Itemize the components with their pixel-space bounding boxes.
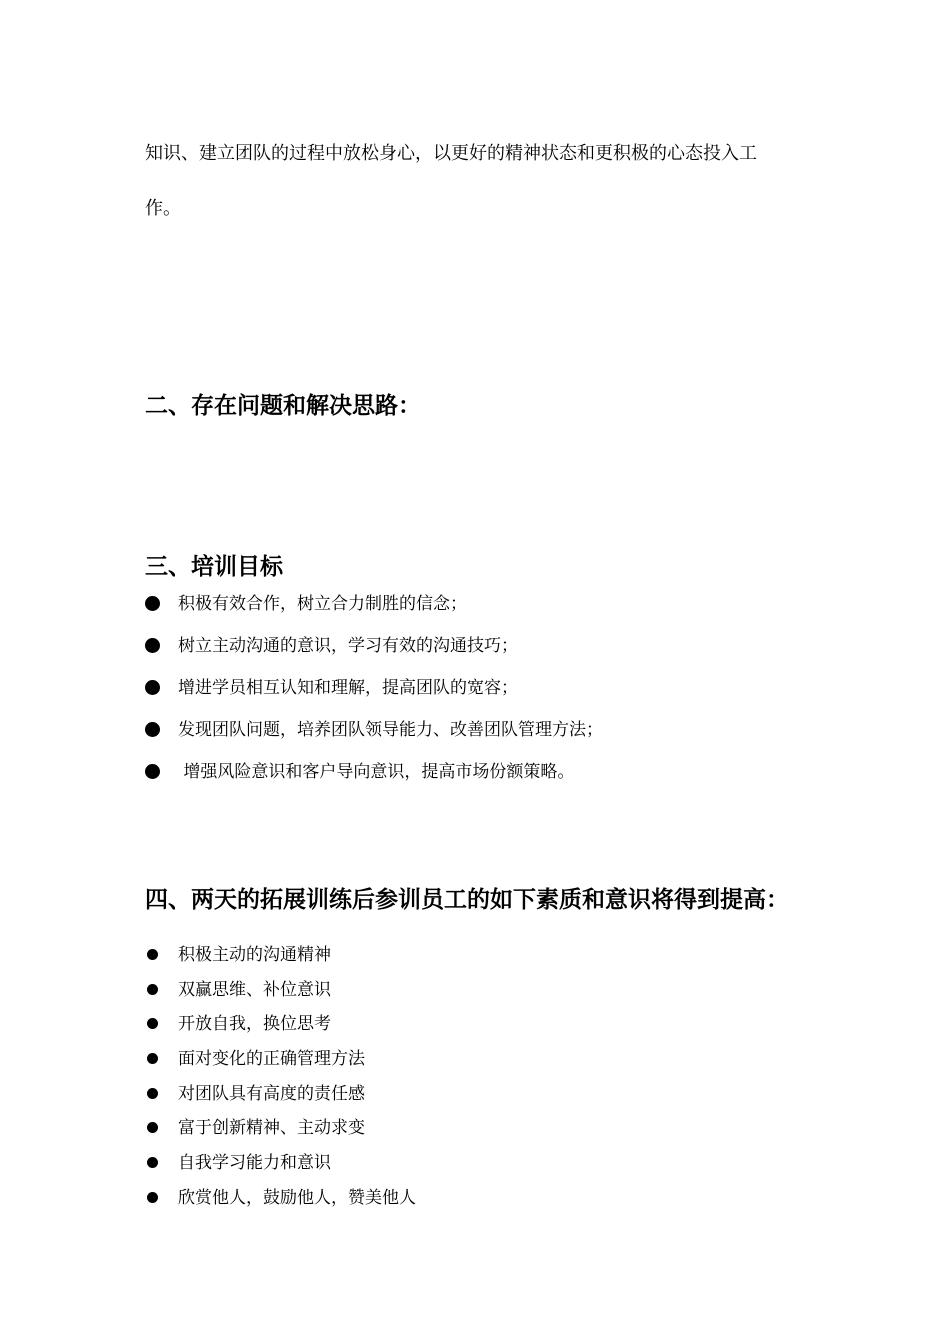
list-item-text: 积极有效合作，树立合力制胜的信念； (178, 594, 467, 614)
list-item-text: 欣赏他人，鼓励他人，赞美他人 (178, 1187, 416, 1208)
list-item-text: 增强风险意识和客户导向意识，提高市场份额策略。 (178, 762, 575, 782)
list-item-text: 增进学员相互认知和理解，提高团队的宽容； (178, 678, 518, 698)
bullet-icon (147, 949, 158, 960)
list-item-text: 富于创新精神、主动求变 (178, 1118, 365, 1139)
intro-paragraph-line-2: 作。 (145, 198, 181, 219)
list-item-text: 双赢思维、补位意识 (178, 979, 331, 1000)
list-item-text: 对团队具有高度的责任感 (178, 1083, 365, 1104)
list-item-text: 发现团队问题，培养团队领导能力、改善团队管理方法； (178, 720, 603, 740)
section-4-heading: 四、两天的拓展训练后参训员工的如下素质和意识将得到提高： (145, 887, 789, 913)
bullet-icon (147, 984, 158, 995)
section-2-heading: 二、存在问题和解决思路： (145, 393, 421, 419)
intro-paragraph-line-1: 知识、建立团队的过程中放松身心，以更好的精神状态和更积极的心态投入工 (145, 143, 757, 164)
list-item-text: 自我学习能力和意识 (178, 1153, 331, 1174)
bullet-icon (147, 1157, 158, 1168)
bullet-icon (147, 1122, 158, 1133)
bullet-icon (145, 764, 160, 779)
bullet-icon (145, 680, 160, 695)
list-item-text: 开放自我，换位思考 (178, 1014, 331, 1035)
bullet-icon (145, 596, 160, 611)
bullet-icon (147, 1088, 158, 1099)
bullet-icon (147, 1053, 158, 1064)
list-item-text: 面对变化的正确管理方法 (178, 1049, 365, 1070)
list-item-text: 积极主动的沟通精神 (178, 945, 331, 965)
bullet-icon (145, 722, 160, 737)
bullet-icon (145, 638, 160, 653)
bullet-icon (147, 1018, 158, 1029)
list-item-text: 树立主动沟通的意识，学习有效的沟通技巧； (178, 636, 518, 656)
bullet-icon (147, 1192, 158, 1203)
section-3-heading: 三、培训目标 (145, 554, 283, 580)
